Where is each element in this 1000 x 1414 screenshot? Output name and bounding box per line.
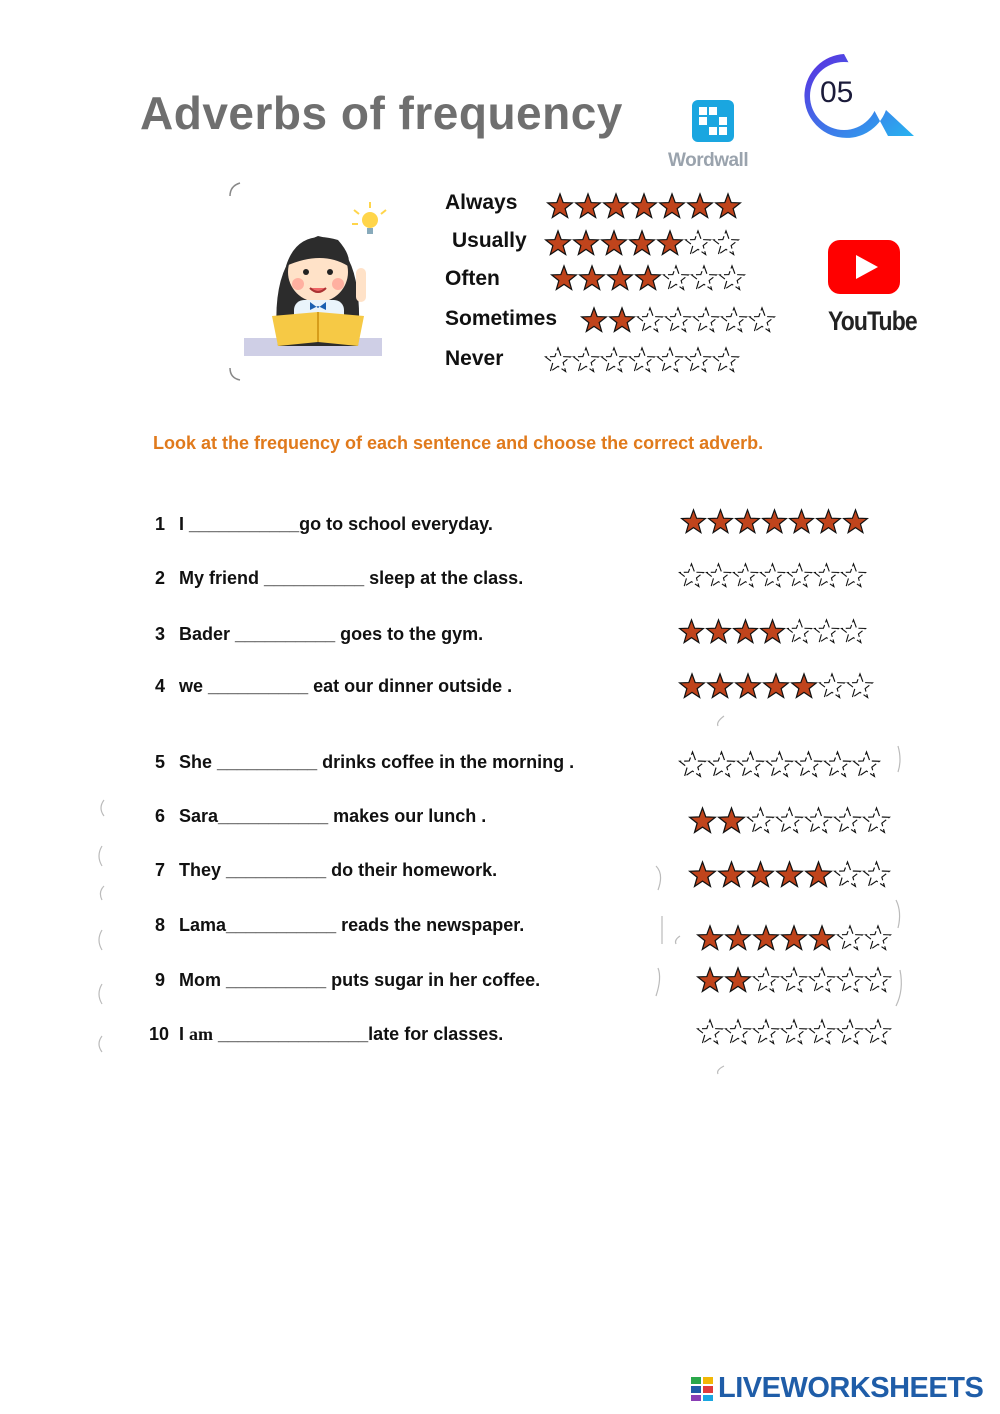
empty-star-icon xyxy=(636,306,664,334)
question-text-suffix: _______________late for classes. xyxy=(213,1024,504,1044)
wordwall-icon xyxy=(692,100,734,142)
key-label-never: Never xyxy=(445,347,504,370)
empty-star-icon xyxy=(813,562,840,589)
filled-star-icon xyxy=(686,192,714,220)
decorative-bracket-marks xyxy=(96,660,916,1080)
filled-star-icon xyxy=(550,264,578,292)
empty-star-icon xyxy=(628,346,656,374)
filled-star-icon xyxy=(656,229,684,257)
number-badge xyxy=(800,52,918,142)
key-label-usually: Usually xyxy=(452,229,527,252)
empty-star-icon xyxy=(678,562,705,589)
filled-star-icon xyxy=(732,618,759,645)
liveworksheets-footer[interactable] xyxy=(690,1372,990,1408)
filled-star-icon xyxy=(546,192,574,220)
key-label-always: Always xyxy=(445,191,518,214)
key-stars-often xyxy=(550,264,746,292)
filled-star-icon xyxy=(580,306,608,334)
wordwall-logo[interactable] xyxy=(668,100,760,176)
question-stars xyxy=(680,508,869,535)
badge-number: 05 xyxy=(820,76,854,109)
question-text: Mom __________ puts sugar in her coffee. xyxy=(179,970,541,990)
liveworksheets-logo-icon xyxy=(690,1376,714,1402)
youtube-play-icon xyxy=(826,238,902,296)
question-number: 9 xyxy=(155,970,166,990)
instruction-text: Look at the frequency of each sentence and choose the correct adverb. xyxy=(153,433,764,453)
key-label-often: Often xyxy=(445,267,500,290)
question-text: we __________ eat our dinner outside . xyxy=(179,676,513,696)
empty-star-icon xyxy=(656,346,684,374)
question-text: My friend __________ sleep at the class. xyxy=(179,568,524,588)
girl-reading-illustration xyxy=(238,196,388,366)
question-number: 7 xyxy=(155,860,166,880)
question-stars xyxy=(678,562,867,589)
filled-star-icon xyxy=(842,508,869,535)
filled-star-icon xyxy=(707,508,734,535)
empty-star-icon xyxy=(718,264,746,292)
filled-star-icon xyxy=(678,618,705,645)
liveworksheets-label: LIVEWORKSHEETS xyxy=(718,1372,984,1404)
filled-star-icon xyxy=(572,229,600,257)
filled-star-icon xyxy=(788,508,815,535)
filled-star-icon xyxy=(574,192,602,220)
question-number: 10 xyxy=(149,1024,170,1044)
filled-star-icon xyxy=(658,192,686,220)
filled-star-icon xyxy=(714,192,742,220)
question-text-prefix: I xyxy=(179,1024,190,1044)
empty-star-icon xyxy=(712,229,740,257)
empty-star-icon xyxy=(692,306,720,334)
question-number: 4 xyxy=(155,676,166,696)
empty-star-icon xyxy=(786,562,813,589)
key-stars-sometimes xyxy=(580,306,776,334)
filled-star-icon xyxy=(600,229,628,257)
filled-star-icon xyxy=(608,306,636,334)
filled-star-icon xyxy=(628,229,656,257)
empty-star-icon xyxy=(840,562,867,589)
filled-star-icon xyxy=(544,229,572,257)
empty-star-icon xyxy=(690,264,718,292)
empty-star-icon xyxy=(684,346,712,374)
badge-icon xyxy=(800,52,918,142)
empty-star-icon xyxy=(732,562,759,589)
key-stars-always xyxy=(546,192,742,220)
question-number: 1 xyxy=(155,514,166,534)
filled-star-icon xyxy=(705,618,732,645)
empty-star-icon xyxy=(684,229,712,257)
question-text: They __________ do their homework. xyxy=(179,860,498,880)
empty-star-icon xyxy=(813,618,840,645)
question-text: I ___________go to school everyday. xyxy=(179,514,493,534)
question-number: 3 xyxy=(155,624,166,644)
empty-star-icon xyxy=(748,306,776,334)
filled-star-icon xyxy=(815,508,842,535)
filled-star-icon xyxy=(606,264,634,292)
empty-star-icon xyxy=(664,306,692,334)
empty-star-icon xyxy=(712,346,740,374)
empty-star-icon xyxy=(600,346,628,374)
page-title: Adverbs of frequency xyxy=(140,87,623,139)
youtube-logo[interactable] xyxy=(826,238,917,346)
filled-star-icon xyxy=(630,192,658,220)
empty-star-icon xyxy=(572,346,600,374)
wordwall-label: Wordwall xyxy=(668,150,749,171)
question-stars xyxy=(678,618,867,645)
filled-star-icon xyxy=(680,508,707,535)
filled-star-icon xyxy=(634,264,662,292)
filled-star-icon xyxy=(734,508,761,535)
question-text: Lama___________ reads the newspaper. xyxy=(179,915,525,935)
empty-star-icon xyxy=(786,618,813,645)
key-stars-never xyxy=(544,346,740,374)
empty-star-icon xyxy=(840,618,867,645)
empty-star-icon xyxy=(544,346,572,374)
question-number: 6 xyxy=(155,806,166,826)
filled-star-icon xyxy=(578,264,606,292)
question-text: Sara___________ makes our lunch . xyxy=(179,806,487,826)
empty-star-icon xyxy=(759,562,786,589)
question-text-am: am xyxy=(189,1024,214,1044)
empty-star-icon xyxy=(705,562,732,589)
question-text: She __________ drinks coffee in the morning . xyxy=(179,752,575,772)
filled-star-icon xyxy=(761,508,788,535)
empty-star-icon xyxy=(662,264,690,292)
question-number: 5 xyxy=(155,752,166,772)
filled-star-icon xyxy=(602,192,630,220)
key-stars-usually xyxy=(544,229,740,257)
question-number: 8 xyxy=(155,915,166,935)
question-text: Bader __________ goes to the gym. xyxy=(179,624,484,644)
empty-star-icon xyxy=(720,306,748,334)
filled-star-icon xyxy=(759,618,786,645)
question-number: 2 xyxy=(155,568,166,588)
youtube-label: YouTube xyxy=(828,306,917,336)
key-label-sometimes: Sometimes xyxy=(445,307,558,330)
